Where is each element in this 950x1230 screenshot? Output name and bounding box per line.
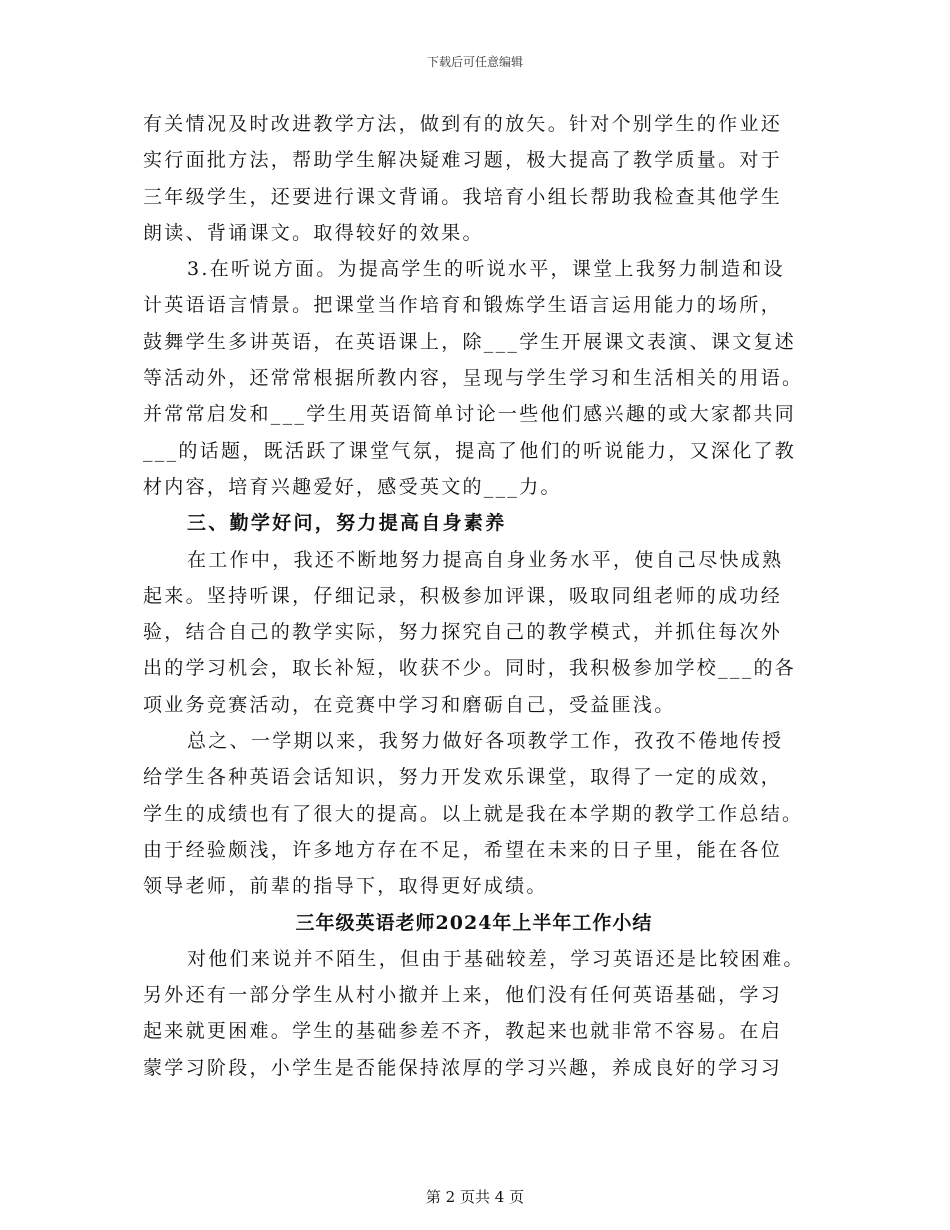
paragraph-line: 有关情况及时改进教学方法，做到有的放矢。针对个别学生的作业还 — [143, 113, 783, 135]
paragraph-line: 由于经验颇浅，许多地方存在不足，希望在未来的日子里，能在各位 — [143, 838, 783, 861]
document-title: 三年级英语老师2024年上半年工作小结 — [295, 911, 653, 934]
section-heading: 三、勤学好问，努力提高自身素养 — [187, 512, 507, 535]
paragraph-line: 计英语语言情景。把课堂当作培育和锻炼学生语言运用能力的场所， — [143, 294, 783, 317]
paragraph-line: 项业务竞赛活动，在竞赛中学习和磨砺自己，受益匪浅。 — [143, 693, 676, 716]
paragraph-line: 验，结合自己的教学实际，努力探究自己的教学模式，并抓住每次外 — [143, 621, 783, 644]
paragraph-line: 三年级学生，还要进行课文背诵。我培育小组长帮助我检查其他学生 — [143, 185, 783, 208]
paragraph-line: 材内容，培育兴趣爱好，感受英文的___力。 — [143, 475, 562, 498]
paragraph-line: 学生的成绩也有了很大的提高。以上就是我在本学期的教学工作总结。 — [143, 802, 804, 825]
paragraph-line: 领导老师，前辈的指导下，取得更好成绩。 — [143, 875, 548, 898]
document-body — [143, 106, 805, 1086]
paragraph-line: 并常常启发和___学生用英语简单讨论一些他们感兴趣的或大家都共同 — [143, 403, 797, 426]
paragraph-line: 在工作中，我还不断地努力提高自身业务水平，使自己尽快成熟 — [187, 548, 784, 571]
paragraph-line: 另外还有一部分学生从村小撤并上来，他们没有任何英语基础，学习 — [143, 984, 783, 1007]
paragraph-line: 蒙学习阶段，小学生是否能保持浓厚的学习兴趣，养成良好的学习习 — [143, 1056, 783, 1079]
paragraph-line: 起来。坚持听课，仔细记录，积极参加评课，吸取同组老师的成功经 — [143, 584, 783, 607]
paragraph-line: 给学生各种英语会话知识，努力开发欢乐课堂，取得了一定的成效， — [143, 766, 783, 789]
paragraph-line: 出的学习机会，取长补短，收获不少。同时，我积极参加学校___的各 — [143, 657, 797, 680]
paragraph-line: ___的话题，既活跃了课堂气氛，提高了他们的听说能力，又深化了教 — [143, 439, 797, 462]
paragraph-line: 起来就更困难。学生的基础参差不齐，教起来也就非常不容易。在启 — [143, 1020, 783, 1043]
paragraph-line: 实行面批方法，帮助学生解决疑难习题，极大提高了教学质量。对于 — [143, 149, 783, 172]
paragraph-line: 3.在听说方面。为提高学生的听说水平，课堂上我努力制造和设 — [187, 258, 785, 281]
paragraph-line: 朗读、背诵课文。取得较好的效果。 — [143, 221, 484, 244]
page-footer: 第 2 页共 4 页 — [425, 1188, 525, 1206]
paragraph-line: 总之、一学期以来，我努力做好各项教学工作，孜孜不倦地传授 — [187, 730, 784, 753]
paragraph-line: 鼓舞学生多讲英语，在英语课上，除___学生开展课文表演、课文复述 — [143, 330, 797, 353]
paragraph-line: 等活动外，还常常根据所教内容，呈现与学生学习和生活相关的用语。 — [143, 367, 804, 390]
paragraph-line: 对他们来说并不陌生，但由于基础较差，学习英语还是比较困难。 — [187, 947, 805, 970]
page-header: 下载后可任意编辑 — [426, 55, 523, 69]
